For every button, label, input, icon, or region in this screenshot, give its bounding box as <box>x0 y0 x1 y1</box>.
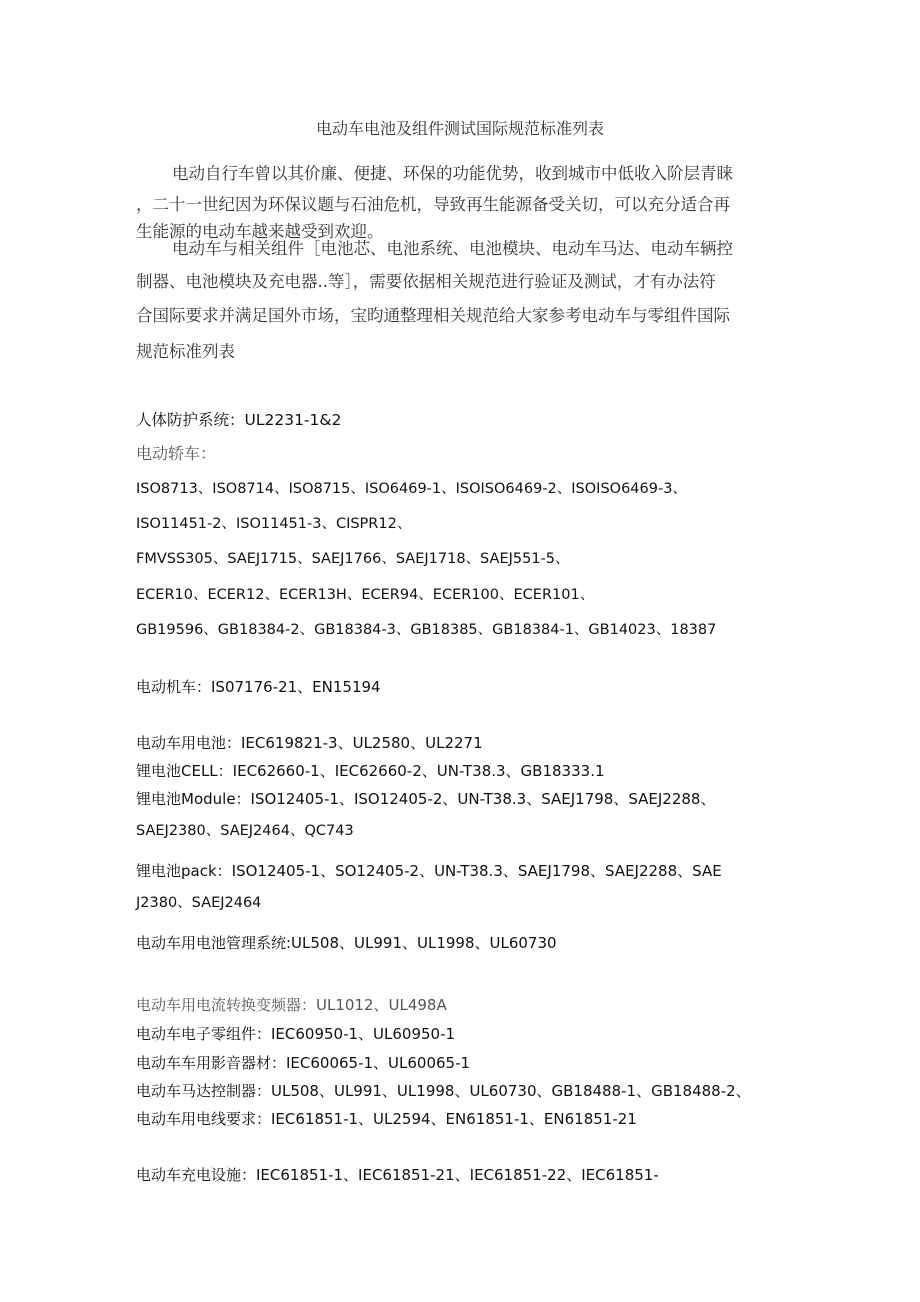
standard-line: 电动车充电设施：IEC61851-1、IEC61851-21、IEC61851-22、IEC61851- <box>136 1166 659 1184</box>
para2-line: 合国际要求并满足国外市场，宝昀通整理相关规范给大家参考电动车与零组件国际 <box>136 306 730 325</box>
para2-line: 电动车与相关组件［电池芯、电池系统、电池模块、电动车马达、电动车辆控 <box>172 239 733 258</box>
standard-line: 电动车马达控制器：UL508、UL991、UL1998、UL60730、GB18488-1、GB18488-2、 <box>136 1082 751 1100</box>
intro-line: 生能源的电动车越来越受到欢迎。 <box>136 222 384 241</box>
standard-line: FMVSS305、SAEJ1715、SAEJ1766、SAEJ1718、SAEJ551-5、 <box>136 551 570 567</box>
document-title: 电动车电池及组件测试国际规范标准列表 <box>315 119 604 138</box>
standard-line: ISO8713、ISO8714、ISO8715、ISO6469-1、ISOISO6469-2、ISOISO6469-3、 <box>136 481 687 497</box>
standard-line: 电动车用电流转换变频器：UL1012、UL498A <box>136 996 447 1014</box>
standard-line: 电动车用电池管理系统:UL508、UL991、UL1998、UL60730 <box>136 934 557 952</box>
standard-line: GB19596、GB18384-2、GB18384-3、GB18385、GB18384-1、GB14023、18387 <box>136 622 717 638</box>
standard-line: 锂电池pack：ISO12405-1、SO12405-2、UN-T38.3、SAEJ1798、SAEJ2288、SAE <box>136 862 722 880</box>
standard-heading: 电动轿车： <box>136 444 217 463</box>
standard-line: 电动车用电池：IEC619821-3、UL2580、UL2271 <box>136 734 483 752</box>
para2-line: 制器、电池模块及充电器..等］，需要依据相关规范进行验证及测试，才有办法符 <box>136 272 716 291</box>
standard-line: 人体防护系统：UL2231-1&2 <box>136 411 342 429</box>
standard-line: 电动车用电线要求：IEC61851-1、UL2594、EN61851-1、EN61851-21 <box>136 1110 637 1128</box>
intro-line: 电动自行车曾以其价廉、便捷、环保的功能优势，收到城市中低收入阶层青睐 <box>172 164 733 183</box>
standard-line: 电动车车用影音器材：IEC60065-1、UL60065-1 <box>136 1054 471 1072</box>
standard-line: J2380、SAEJ2464 <box>136 895 262 911</box>
standard-line: SAEJ2380、SAEJ2464、QC743 <box>136 823 354 839</box>
para2-line: 规范标准列表 <box>136 342 235 361</box>
intro-line: ，二十一世纪因为环保议题与石油危机，导致再生能源备受关切，可以充分适合再 <box>136 195 730 214</box>
standard-line: 电动车电子零组件：IEC60950-1、UL60950-1 <box>136 1025 456 1043</box>
standard-line: 电动机车：IS07176-21、EN15194 <box>136 678 381 696</box>
standard-line: 锂电池CELL：IEC62660-1、IEC62660-2、UN-T38.3、GB18333.1 <box>136 762 605 780</box>
standard-line: 锂电池Module：ISO12405-1、ISO12405-2、UN-T38.3、SAEJ1798、SAEJ2288、 <box>136 790 716 808</box>
standard-line: ECER10、ECER12、ECER13H、ECER94、ECER100、ECER101、 <box>136 587 595 603</box>
standard-line: ISO11451-2、ISO11451-3、CISPR12、 <box>136 516 412 532</box>
